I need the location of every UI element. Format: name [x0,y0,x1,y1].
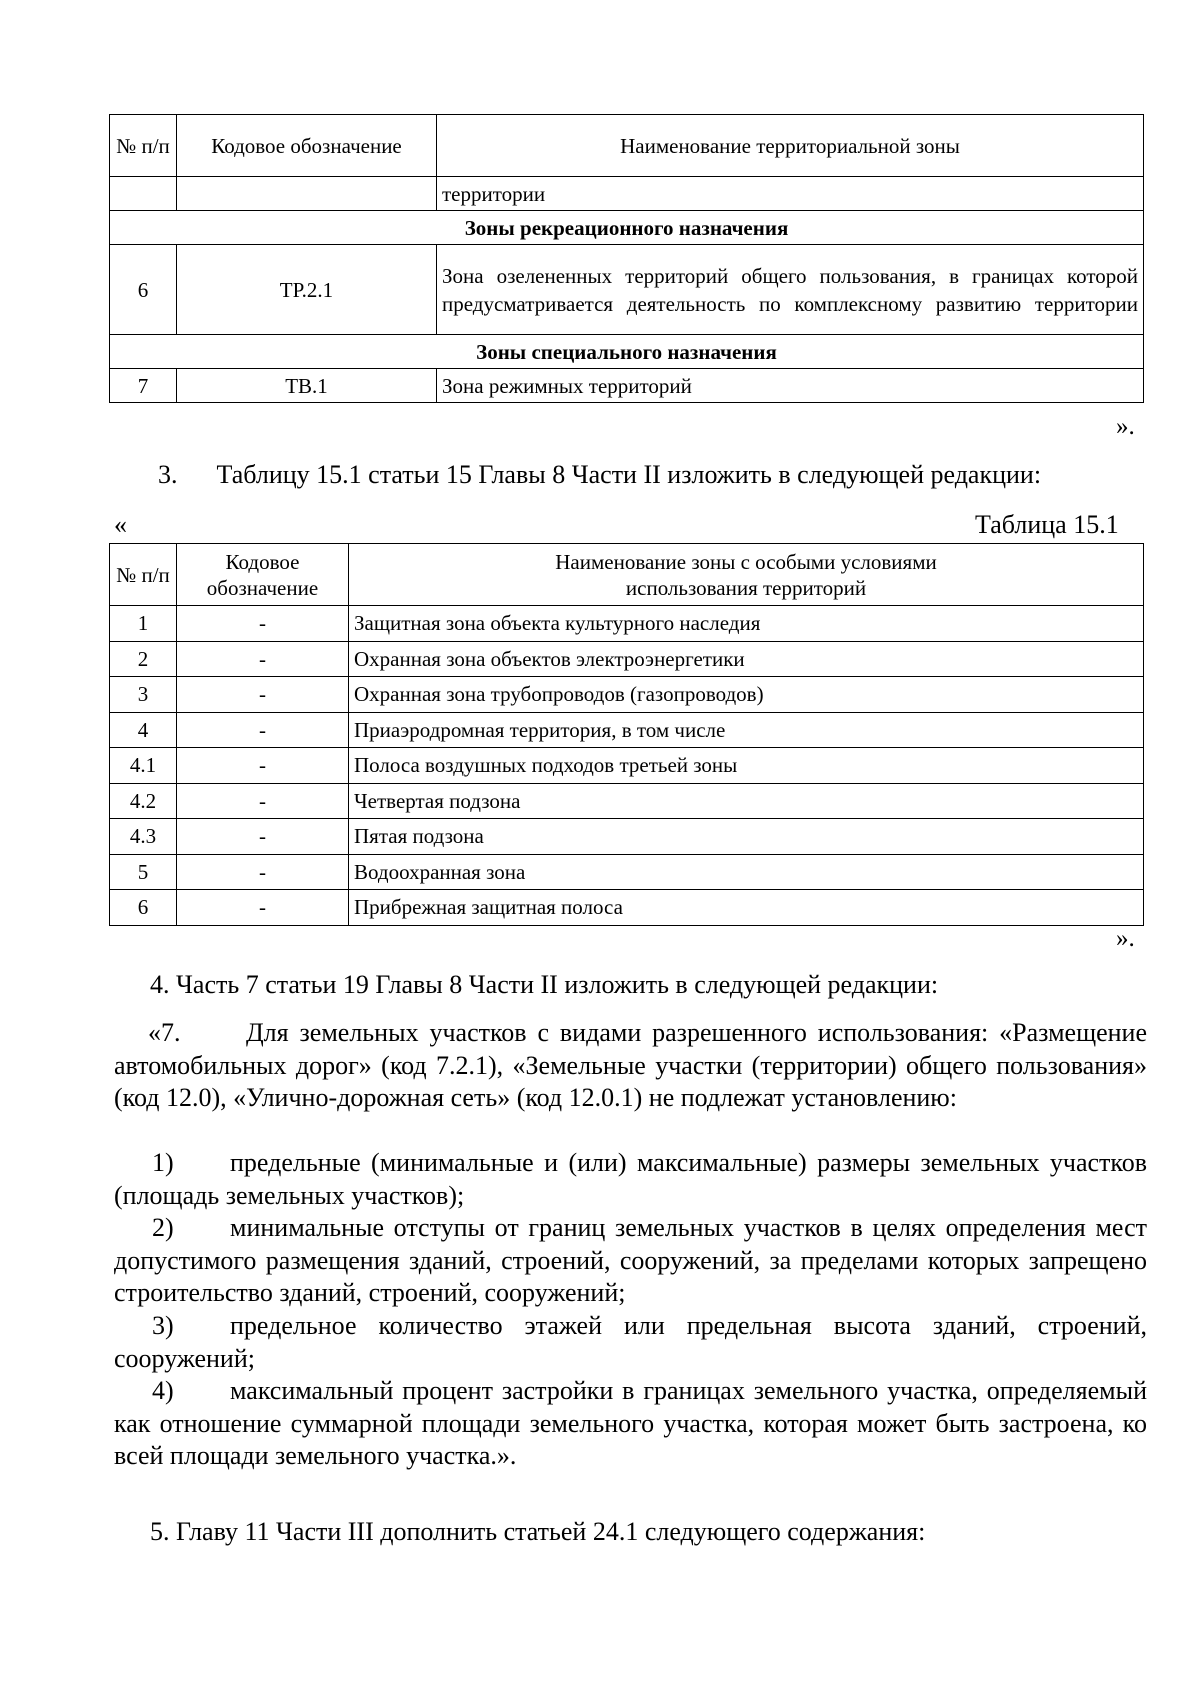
section-row [110,211,1144,245]
row-num: 4 [110,712,177,748]
table-header-row [110,544,1144,606]
row-code: - [177,606,349,642]
table-row [110,819,1144,855]
row-num: 7 [110,369,177,403]
table-header-row [110,115,1144,177]
list-item-number: 4) [152,1376,174,1405]
section-recreation: Зоны рекреационного назначения [110,211,1144,245]
row-name: Приаэродромная территория, в том числе [349,712,1144,748]
list-item-1 [114,1147,1147,1212]
table-row [110,712,1144,748]
header-name: Наименование территориальной зоны [437,115,1144,177]
row-num: 2 [110,641,177,677]
table-row [110,245,1144,335]
row-num: 4.3 [110,819,177,855]
zones-special-conditions-table [109,543,1144,926]
table-row [110,890,1144,926]
row-num: 6 [110,890,177,926]
closing-quote: ». [1116,925,1135,952]
row-name: Пятая подзона [349,819,1144,855]
list-item-text: максимальный процент застройки в границах земельного участка, определяемый как отношение суммарной площади земельного участка, которая может быть застроена, ко всей площади земельного участка.». [114,1376,1147,1470]
header-name: Наименование зоны с особыми условиями использования территорий [349,544,1144,606]
row-name: Полоса воздушных подходов третьей зоны [349,748,1144,784]
table-row [110,606,1144,642]
list-item-number: 2) [152,1213,174,1242]
item-3: 3. Таблицу 15.1 статьи 15 Главы 8 Части II изложить в следующей редакции: [158,460,1042,489]
row-name: Зона озелененных территорий общего пользования, в границах которой предусматривается деятельность по комплексному развитию территории [437,245,1144,335]
row-name: Зона режимных территорий [437,369,1144,403]
row-name: Защитная зона объекта культурного наследия [349,606,1144,642]
row-num: 3 [110,677,177,713]
list-item-3 [114,1310,1147,1375]
row-num: 5 [110,854,177,890]
row-code: - [177,712,349,748]
list-item-text: предельные (минимальные и (или) максимальные) размеры земельных участков (площадь земельных участков); [114,1148,1147,1210]
row-code: - [177,890,349,926]
header-num: № п/п [110,115,177,177]
row-code: ТВ.1 [177,369,437,403]
table-row [110,641,1144,677]
table-row [110,783,1144,819]
list-item-text: минимальные отступы от границ земельных участков в целях определения мест допустимого размещения зданий, строений, сооружений, за пределами которых запрещено строительство зданий, строений, сооружений; [114,1213,1147,1307]
table-row [110,748,1144,784]
section-special: Зоны специального назначения [110,335,1144,369]
table-row [110,177,1144,211]
header-code: Кодовое обозначение [177,115,437,177]
row-num: 4.2 [110,783,177,819]
continuation-cell: территории [437,177,1144,211]
row-name: Охранная зона объектов электроэнергетики [349,641,1144,677]
table-row [110,854,1144,890]
list-item-2 [114,1212,1147,1310]
list-item-text: предельное количество этажей или предельная высота зданий, строений, сооружений; [114,1311,1147,1373]
header-code: Кодовое обозначение [177,544,349,606]
list-item-number: 1) [152,1148,174,1177]
row-code: - [177,783,349,819]
table-row [110,369,1144,403]
row-num: 1 [110,606,177,642]
row-num: 4.1 [110,748,177,784]
row-code: - [177,854,349,890]
row-code: - [177,819,349,855]
closing-quote: ». [1116,413,1135,440]
table-row [110,677,1144,713]
item-5: 5. Главу 11 Части III дополнить статьей 24.1 следующего содержания: [150,1517,926,1546]
row-num: 6 [110,245,177,335]
zones-table [109,114,1144,403]
list-item-number: 3) [152,1311,174,1340]
header-num: № п/п [110,544,177,606]
row-name: Прибрежная защитная полоса [349,890,1144,926]
row-name: Четвертая подзона [349,783,1144,819]
row-code: ТР.2.1 [177,245,437,335]
row-code: - [177,641,349,677]
table-caption: Таблица 15.1 [975,510,1119,539]
section-row [110,335,1144,369]
row-code: - [177,748,349,784]
paragraph-7: «7. Для земельных участков с видами разрешенного использования: «Размещение автомобильных дорог» (код 7.2.1), «Земельные участки (территории) общего пользования» (код 12.0), «Улично-дорожная сеть» (код 12.0.1) не подлежат установлению: [114,1018,1154,1112]
item-4: 4. Часть 7 статьи 19 Главы 8 Части II изложить в следующей редакции: [150,970,939,999]
list-item-4 [114,1375,1147,1473]
row-name: Водоохранная зона [349,854,1144,890]
row-name: Охранная зона трубопроводов (газопроводов) [349,677,1144,713]
row-code: - [177,677,349,713]
open-quote: « [114,510,127,539]
